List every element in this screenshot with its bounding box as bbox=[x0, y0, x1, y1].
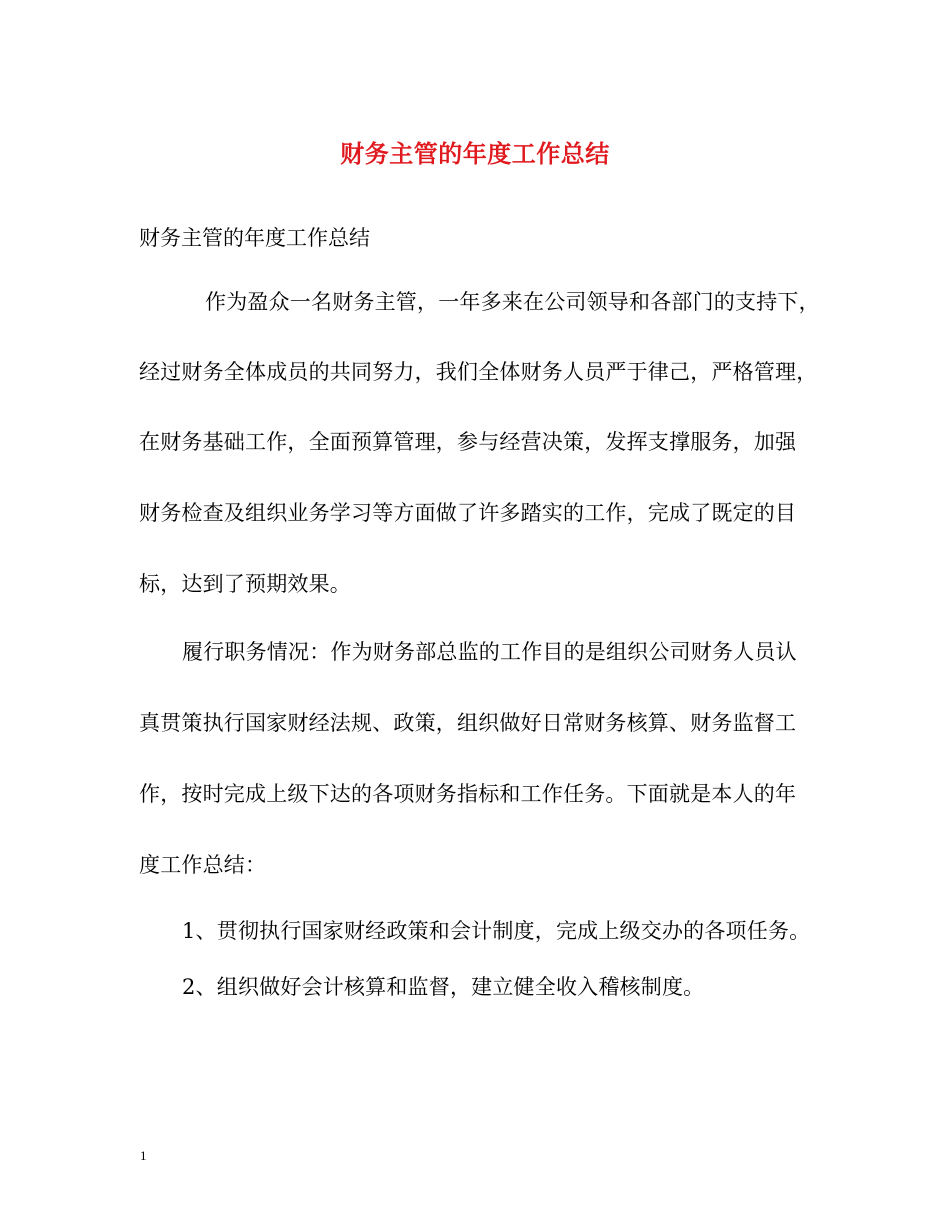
paragraph-line: 经过财务全体成员的共同努力，我们全体财务人员严于律己，严格管理， bbox=[139, 360, 818, 384]
list-item: 1、贯彻执行国家财经政策和会计制度，完成上级交办的各项任务。 bbox=[182, 919, 811, 943]
document-title: 财务主管的年度工作总结 bbox=[340, 139, 610, 168]
paragraph-line: 在财务基础工作，全面预算管理，参与经营决策，发挥支撑服务，加强 bbox=[139, 430, 797, 454]
document-subtitle: 财务主管的年度工作总结 bbox=[139, 226, 370, 250]
paragraph-line: 作为盈众一名财务主管，一年多来在公司领导和各部门的支持下， bbox=[205, 290, 820, 314]
paragraph-line: 度工作总结： bbox=[139, 853, 267, 877]
paragraph-line: 作，按时完成上级下达的各项财务指标和工作任务。下面就是本人的年 bbox=[139, 782, 797, 806]
paragraph-line: 标，达到了预期效果。 bbox=[139, 572, 351, 596]
paragraph-line: 履行职务情况：作为财务部总监的工作目的是组织公司财务人员认 bbox=[182, 640, 797, 664]
page-number: 1 bbox=[140, 1148, 147, 1163]
paragraph-line: 财务检查及组织业务学习等方面做了许多踏实的工作，完成了既定的目 bbox=[139, 501, 797, 525]
paragraph-line: 真贯策执行国家财经法规、政策，组织做好日常财务核算、财务监督工 bbox=[139, 711, 797, 735]
list-item: 2、组织做好会计核算和监督，建立健全收入稽核制度。 bbox=[182, 975, 705, 999]
